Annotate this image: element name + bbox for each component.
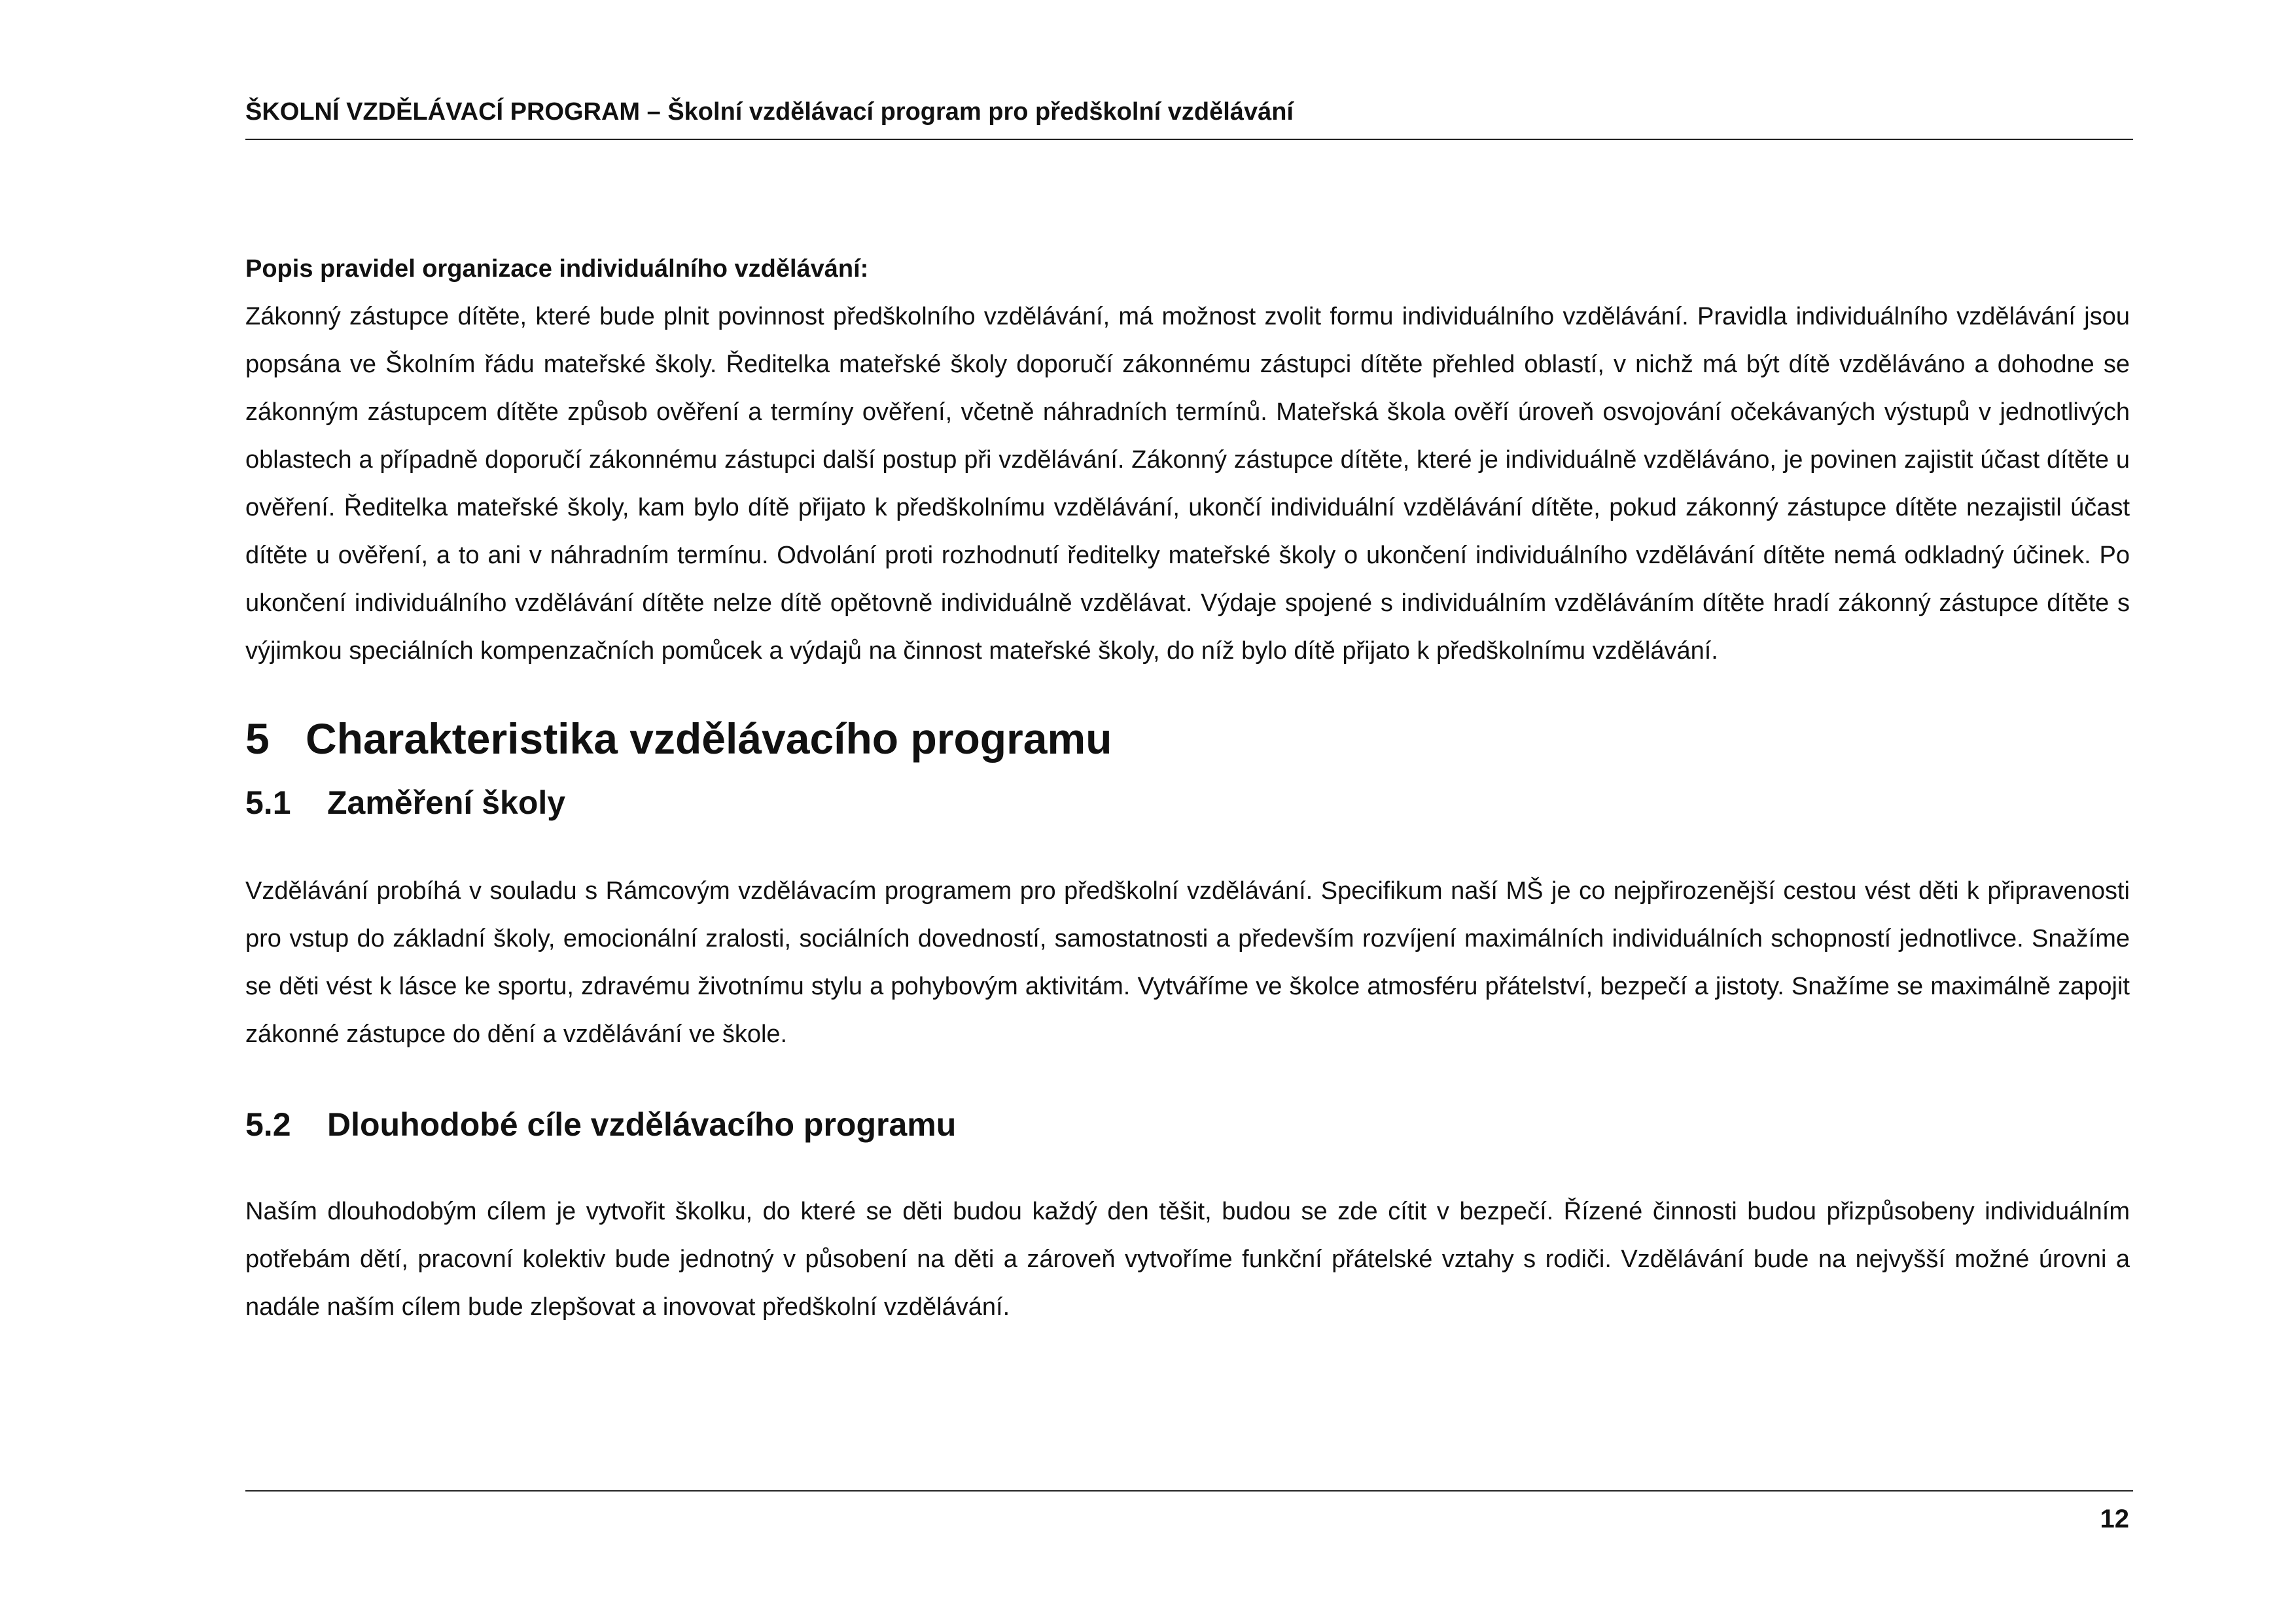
page-number: 12 bbox=[2100, 1505, 2129, 1533]
chapter-title: Charakteristika vzdělávacího programu bbox=[306, 714, 1112, 763]
chapter-heading bbox=[245, 709, 2130, 768]
section-title-5-1: Zaměření školy bbox=[327, 784, 566, 821]
section-title-5-2: Dlouhodobé cíle vzdělávacího programu bbox=[327, 1106, 957, 1143]
chapter-number: 5 bbox=[245, 714, 270, 763]
section-number-5-1: 5.1 bbox=[245, 784, 291, 821]
section-paragraph-5-2: Naším dlouhodobým cílem je vytvořit školku, do které se děti budou každý den těšit, budou se zde cítit v bezpečí. Řízené činnosti budou přizpůsobeny individuálním potřebám dětí, pracovní kolektiv bude jednotný v působení na děti a zároveň vytvoříme funkční přátelské vztahy s rodiči. Vzdělávání bude na nejvyšší možné úrovni a nadále naším cílem bude zlepšovat a inovovat předškolní vzdělávání. bbox=[245, 1198, 2130, 1321]
individual-education-paragraph: Zákonný zástupce dítěte, které bude plnit povinnost předškolního vzdělávání, má možnost zvolit formu individuálního vzdělávání. Pravidla individuálního vzdělávání jsou popsána ve Školním řádu mateřské školy. Ředitelka mateřské školy doporučí zákonnému zástupci dítěte přehled oblastí, v nichž má být dítě vzděláváno a dohodne se zákonným zástupcem dítěte způsob ověření a termíny ověření, včetně náhradních termínů. Mateřská škola ověří úroveň osvojování očekávaných výstupů v jednotlivých oblastech a případně doporučí zákonnému zástupci další postup při vzdělávání. Zákonný zástupce dítěte, které je individuálně vzděláváno, je povinen zajistit účast dítěte u ověření. Ředitelka mateřské školy, kam bylo dítě přijato k předškolnímu vzdělávání, ukončí individuální vzdělávání dítěte, pokud zákonný zástupce dítěte nezajistil účast dítěte u ověření, a to ani v náhradním termínu. Odvolání proti rozhodnutí ředitelky mateřské školy o ukončení individuálního vzdělávání dítěte nemá odkladný účinek. Po ukončení individuálního vzdělávání dítěte nelze dítě opětovně individuálně vzdělávat. Výdaje spojené s individuálním vzděláváním dítěte hradí zákonný zástupce dítěte s výjimkou speciálních kompenzačních pomůcek a výdajů na činnost mateřské školy, do níž bylo dítě přijato k předškolnímu vzdělávání. bbox=[245, 303, 2130, 665]
section-number-5-2: 5.2 bbox=[245, 1106, 291, 1143]
individual-education-title: Popis pravidel organizace individuálního vzdělávání: bbox=[245, 255, 869, 283]
running-header: ŠKOLNÍ VZDĚLÁVACÍ PROGRAM – Školní vzdělávací program pro předškolní vzdělávání bbox=[245, 98, 1294, 126]
section-heading-5-1 bbox=[245, 780, 2130, 826]
section-heading-5-2 bbox=[245, 1102, 2130, 1147]
page-content bbox=[245, 245, 2130, 1331]
footer-divider bbox=[245, 1490, 2133, 1492]
header-divider bbox=[245, 139, 2133, 140]
section-paragraph-5-1: Vzdělávání probíhá v souladu s Rámcovým vzdělávacím programem pro předškolní vzdělávání. Specifikum naší MŠ je co nejpřirozenější cestou vést děti k připravenosti pro vstup do základní školy, emocionální zralosti, sociálních dovedností, samostatnosti a především rozvíjení maximálních individuálních schopností jednotlivce. Snažíme se děti vést k lásce ke sportu, zdravému životnímu stylu a pohybovým aktivitám. Vytváříme ve školce atmosféru přátelství, bezpečí a jistoty. Snažíme se maximálně zapojit zákonné zástupce do dění a vzdělávání ve škole. bbox=[245, 877, 2130, 1048]
